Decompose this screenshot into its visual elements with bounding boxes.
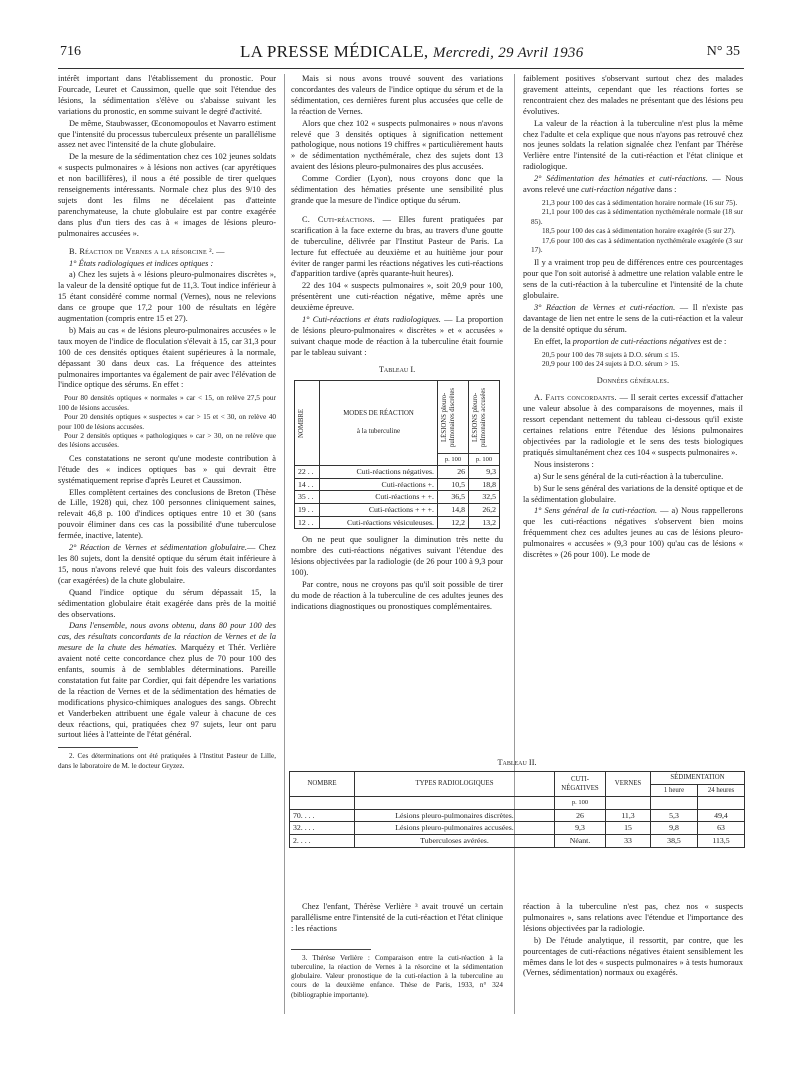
paragraph: 3° Réaction de Vernes et cuti-réaction. — Il n'existe pas davantage de lien net entre le sens de la cuti-réaction et la valeur de la densité optique du sérum. — [523, 303, 743, 334]
footnote-rule — [58, 747, 138, 748]
table-cell: 36,5 — [438, 491, 469, 504]
table-cell: 2. . . . — [290, 834, 355, 847]
table-cell: 49,4 — [698, 809, 745, 822]
table-cell: 9,8 — [651, 822, 698, 835]
paragraph: 1° Cuti-réactions et états radiologiques. — La proportion de lésions pleuro-pulmonaires « discrètes » et « accusées » suivant chaque mode de réaction à la tuberculine était fournie par le tableau suivant : — [291, 315, 503, 357]
list-item: 21,1 pour 100 des cas à sédimentation nycthémérale normale (18 sur 85). — [531, 207, 743, 226]
table-cell: Lésions pleuro-pulmonaires accusées. — [355, 822, 555, 835]
paragraph: 1° Sens général de la cuti-réaction. — a) Nous rappellerons que les cuti-réactions négatives s'observent bien moins fréquemment chez ces adultes jeunes au cas de lésions pleuro-pulmonaires « accusées » (9,3 pour 100) qu'au cas de lésions « discrètes » (26 pour 100). Le mode de — [523, 506, 743, 560]
table-row — [290, 809, 745, 822]
table-header: NOMBRE — [290, 772, 355, 797]
table-row — [290, 822, 745, 835]
list-item: 20,9 pour 100 des 24 sujets à D.O. sérum > 15. — [542, 359, 680, 369]
table-cell: 18,8 — [469, 478, 500, 491]
column-1 — [58, 74, 276, 1016]
table-2 — [289, 771, 745, 848]
paragraph: b) Mais au cas « de lésions pleuro-pulmonaires accusées » le taux moyen de l'indice de floculation s'élevait à 15, car 31,3 pour 100 de ces densités optiques étaient supérieures à la normale, dépassant 30 dans deux cas. La fréquence des atteintes pulmonaires importantes va également de pair avec l'élévation de l'indice optique des sérums. En effet : — [58, 325, 276, 390]
subsection-heading: 3° Réaction de Vernes et cuti-réaction. — [534, 303, 676, 313]
table-2-caption: Tableau II. — [497, 758, 537, 767]
paragraph: Chez l'enfant, Thérèse Verlière ³ avait trouvé un certain parallélisme entre l'intensité de la cuti-réaction et l'état clinique : les réactions — [291, 902, 503, 933]
table-cell: Cuti-réactions +. — [320, 478, 438, 491]
table-cell: 26 — [555, 809, 606, 822]
section-heading: Données générales. — [596, 376, 670, 386]
paragraph: De même, Staubwasser, Œconomopoulos et Navarro estiment que l'intensité du processus tuberculeux présente un parallélisme assez net avec l'intensité de la chute globulaire. — [58, 118, 276, 150]
list-item: 21,3 pour 100 des cas à sédimentation horaire normale (16 sur 75). — [542, 197, 738, 207]
table-cell: 12,2 — [438, 516, 469, 529]
table-cell — [698, 797, 745, 810]
table-row — [295, 478, 500, 491]
table-cell: 26 — [438, 466, 469, 479]
list-item: Pour 2 densités optiques « pathologiques » car > 30, on ne relève que des lésions accusées. — [58, 431, 276, 450]
paragraph: Dans l'ensemble, nous avons obtenu, dans 80 pour 100 des cas, des résultats concordants de la réaction de Vernes et de la mesure de la chute des hématies. Marquézy et Thér. Verlière avaient noté cette concordance chez plus de 70 pour 100 des enfants, soumis à de semblables déterminations. Pareille constatation fut faite par Cordier, qui fait dépendre les variations de la réaction de Vernes et de la sédimentation des hématies de modifications physico-chimiques analogues des sangs. Obrecht et Vanderbeken attribuent une égale valeur à chacune de ces deux réactions, qui, pratiquées chez 97 sujets, leur ont paru surtout liées à l'atteinte de l'état général. — [58, 621, 276, 740]
table-cell: 32,5 — [469, 491, 500, 504]
table-cell — [355, 797, 555, 810]
table-cell: p. 100 — [555, 797, 606, 810]
table-cell: 63 — [698, 822, 745, 835]
paragraph: réaction à la tuberculine n'est pas, chez nos « suspects pulmonaires », sans relations avec l'étendue et l'importance des lésions objectivées par la radiologie. — [523, 902, 743, 933]
table-header: MODES DE RÉACTION à la tuberculine — [320, 380, 438, 466]
table-row — [290, 834, 745, 847]
table-cell: 70. . . . — [290, 809, 355, 822]
table-row — [295, 491, 500, 504]
subsection-heading: 1° Sens général de la cuti-réaction. — [534, 506, 658, 516]
table-cell: 113,5 — [698, 834, 745, 847]
subsection-heading: 1° Cuti-réactions et états radiologiques. — [302, 315, 441, 325]
table-cell — [606, 797, 651, 810]
table-cell: 14,8 — [438, 503, 469, 516]
table-cell: Cuti-réactions négatives. — [320, 466, 438, 479]
paragraph: b) Sur le sens général des variations de la densité optique et de la sédimentation globulaire. — [523, 483, 743, 504]
table-cell: 38,5 — [651, 834, 698, 847]
section-heading: B. Réaction de Vernes a la résorcine ². — — [69, 246, 225, 256]
table-header: CUTI-NÉGATIVES — [555, 772, 606, 797]
table-cell: 12 . . — [295, 516, 320, 529]
column-separator — [514, 74, 515, 1014]
table-cell: 19 . . — [295, 503, 320, 516]
paragraph: Quand l'indice optique du sérum dépassait 15, la sédimentation globulaire était exagérée dans près de la moitié des observations. — [58, 587, 276, 619]
issue-date: Mercredi, 29 Avril 1936 — [433, 45, 584, 61]
table-cell: 11,3 — [606, 809, 651, 822]
list-item: Pour 20 densités optiques « suspectes » car > 15 et < 30, on relève 40 pour 100 de lésions accusées. — [58, 412, 276, 431]
table-cell — [651, 797, 698, 810]
list-item: 18,5 pour 100 des cas à sédimentation horaire exagérée (5 sur 27). — [542, 226, 736, 236]
paragraph: Mais si nous avons trouvé souvent des variations concordantes des valeurs de l'indice optique du sérum et de la sédimentation, ces dernières furent plus accusées que celle de la réaction de Vernes. — [291, 74, 503, 116]
column-3-bottom — [523, 902, 743, 1012]
table-cell: 9,3 — [555, 822, 606, 835]
paragraph: Elles complètent certaines des conclusions de Breton (Thèse de Lille, 1928) qui, chez 100 personnes cliniquement saines, relevait 46,8 p. 100 d'indices optiques entre 10 et 30 (sans pouvoir éliminer dans ces cas la possibilité d'une tuberculose fermée, inactive, latente). — [58, 487, 276, 541]
footnote-rule — [291, 949, 371, 950]
paragraph: faiblement positives s'observant surtout chez des malades gravement atteints, cependant que les réactions fortes se rencontraient chez des malades ne présentant que des lésions peu évolutives. — [523, 74, 743, 116]
subsection-heading: 2° Sédimentation des hématies et cuti-réactions. — [534, 174, 708, 184]
list-item: Pour 80 densités optiques « normales » car < 15, on relève 27,5 pour 100 de lésions accusées. — [58, 393, 276, 412]
list-item: 17,6 pour 100 des cas à sédimentation nycthémérale exagérée (3 sur 17). — [531, 235, 743, 254]
subsection-heading: 2° Réaction de Vernes et sédimentation globulaire. — [69, 543, 247, 553]
table-cell: 35 . . — [295, 491, 320, 504]
paragraph: Comme Cordier (Lyon), nous croyons donc que la sédimentation des hématies présente une sensibilité plus grande que la mesure de l'indice optique du sérum. — [291, 174, 503, 205]
column-3 — [523, 74, 743, 840]
issue-number: N° 35 — [706, 44, 740, 59]
table-cell: 5,3 — [651, 809, 698, 822]
table-header: LÉSIONS pleuro-pulmonaires accusées — [469, 380, 500, 453]
paragraph: En effet, la proportion de cuti-réactions négatives est de : — [534, 336, 727, 346]
header-rule — [58, 68, 744, 69]
footnote: 2. Ces déterminations ont été pratiquées à l'Institut Pasteur de Lille, dans le laboratoire de M. le docteur Gryzez. — [58, 752, 276, 770]
paragraph: b) De l'étude analytique, il ressortit, par contre, que les pourcentages de cuti-réactions négatives étaient sensiblement les mêmes dans le lot des « suspects pulmonaires » à tests humoraux (Vernes, sédimentation) normaux ou exagérés. — [523, 935, 743, 978]
table-row — [295, 503, 500, 516]
table-1-caption: Tableau I. — [378, 364, 416, 374]
table-cell: 15 — [606, 822, 651, 835]
table-cell: Lésions pleuro-pulmonaires discrètes. — [355, 809, 555, 822]
journal-title: LA PRESSE MÉDICALE, Mercredi, 29 Avril 1936 — [240, 42, 584, 61]
table-cell: 26,2 — [469, 503, 500, 516]
table-row — [295, 466, 500, 479]
list-item: 20,5 pour 100 des 78 sujets à D.O. sérum ≤ 15. — [542, 349, 680, 359]
table-cell: Cuti-réactions + +. — [320, 491, 438, 504]
table-unit: p. 100 — [469, 453, 500, 466]
paragraph: a) Sur le sens général de la cuti-réaction à la tuberculine. — [534, 471, 724, 481]
sedimentation-list — [531, 198, 743, 254]
paragraph: Nous insisterons : — [534, 459, 594, 469]
table-cell: 22 . . — [295, 466, 320, 479]
table-header: NOMBRE — [295, 380, 320, 466]
column-2 — [291, 74, 503, 740]
table-1 — [294, 380, 500, 530]
table-header: TYPES RADIOLOGIQUES — [355, 772, 555, 797]
table-unit: p. 100 — [438, 453, 469, 466]
paragraph: a) Chez les sujets à « lésions pleuro-pulmonaires discrètes », la valeur de la densité optique fut de 11,3. Tout indice inférieur à 15 étant considéré comme normal (Vernes), nous ne relevions dans ce groupe que 17,2 pour 100 de résultats en légère augmentation (compris entre 15 et 27). — [58, 270, 276, 324]
paragraph: Alors que chez 102 « suspects pulmonaires » nous n'avons relevé que 3 densités optiques à signification nettement pathologique, nous notions 19 chiffres « particulièrement hauts » de sédimentation nycthémérale, chez des sujets dont 13 avaient des lésions pleuro-pulmonaires des plus accusées. — [291, 118, 503, 172]
table-cell: Néant. — [555, 834, 606, 847]
table-cell: Cuti-réactions + + +. — [320, 503, 438, 516]
page-number: 716 — [60, 44, 81, 59]
paragraph: 2° Sédimentation des hématies et cuti-réactions. — Nous avons relevé une cuti-réaction négative dans : — [523, 174, 743, 195]
paragraph: 2° Réaction de Vernes et sédimentation globulaire.— Chez les 80 sujets, dont la densité optique du sérum était inférieure à 15, nous n'avons relevé que huit fois des valeurs discordantes (car exagérées) de la chute globulaire. — [58, 543, 276, 585]
table-header: 1 heure — [651, 784, 698, 797]
section-heading: C. Cuti-réactions. — Elles furent pratiquées par scarification à la face externe du bras, au travers d'une goutte de tuberculine, délivrée par l'Institut Pasteur de Paris. La lecture fut effectuée au deuxième et au huitième jour pour éviter de ranger parmi les réactions négatives les cuti-réactions d'apparition tardive (après quarante-huit heures). — [291, 214, 503, 279]
paragraph: 22 des 104 « suspects pulmonaires », soit 20,9 pour 100, présentèrent une cuti-réaction négative, même après une deuxième épreuve. — [291, 281, 503, 313]
table-header: SÉDIMENTATION — [651, 772, 745, 785]
table-cell: 13,2 — [469, 516, 500, 529]
table-cell: 33 — [606, 834, 651, 847]
table-row — [290, 797, 745, 810]
page-header — [60, 44, 740, 64]
column-separator — [284, 74, 285, 1014]
table-2-block — [289, 752, 745, 848]
paragraph: Ces constatations ne seront qu'une modeste contribution à l'étude des « indices optiques bas » qui devrait être systématiquement reprise d'après Leuret et Caussimon. — [58, 453, 276, 485]
paragraph: Par contre, nous ne croyons pas qu'il soit possible de tirer du mode de réaction à la tuberculine de ces adultes jeunes des indications diagnostiques ou pronostiques complémentaires. — [291, 579, 503, 611]
table-cell: 9,3 — [469, 466, 500, 479]
table-header: 24 heures — [698, 784, 745, 797]
table-header: LÉSIONS pleuro-pulmonaires discrètes — [438, 380, 469, 453]
table-cell: 10,5 — [438, 478, 469, 491]
paragraph: Il y a vraiment trop peu de différences entre ces pourcentages pour que l'on soit autorisé à admettre une relation valable entre le sens de la cuti-réaction à la tuberculine et l'intensité de la chute globulaire. — [523, 258, 743, 301]
table-cell: Cuti-réactions vésiculeuses. — [320, 516, 438, 529]
table-cell — [290, 797, 355, 810]
subsection-heading: 1° États radiologiques et indices optiques : — [69, 258, 214, 268]
footnote: 3. Thérèse Verlière : Comparaison entre la cuti-réaction à la tuberculine, la réaction de Vernes à la résorcine et la sédimentation globulaire. Valeur pronostique de la cuti-réaction à la tuberculine au cours de la deuxième enfance. Thèse de Paris, 1933, n° 324 (bibliographie importante). — [291, 953, 503, 999]
paragraph: intérêt important dans l'établissement du pronostic. Pour Fourcade, Leuret et Caussimon, quelle que soit l'étendue des lésions, la sédimentation s'élève ou s'abaisse suivant les variations du pronostic, en somme suivant le degré d'activité. — [58, 74, 276, 116]
table-cell: Tuberculoses avérées. — [355, 834, 555, 847]
paragraph: On ne peut que souligner la diminution très nette du nombre des cuti-réactions négatives suivant l'étendue des lésions objectivées par la radiologie (de 26 pour 100 à 9,3 pour 100). — [291, 535, 503, 577]
paragraph: De la mesure de la sédimentation chez ces 102 jeunes soldats « suspects pulmonaires » à lésions non actives (car apyrétiques et non bacillifères), il nous a été possible de tirer quelques renseignements intéressants. Normale chez plus des 9/10 des sujets dont les films ne décelaient pas d'atteinte parenchymateuse, la chute globulaire est par contre exagérée dans plus d'un tiers des cas à « images de lésions pleuro-pulmonaires accusées ». — [58, 152, 276, 238]
table-cell: 32. . . . — [290, 822, 355, 835]
paragraph: La valeur de la réaction à la tuberculine n'est plus la même chez l'adulte et cela explique que nous n'ayons pas retrouvé chez nos jeunes soldats la relation signalée chez l'enfant par Thérèse Verlière entre l'intensité de la cuti-réaction et l'état clinique et radiologique. — [523, 118, 743, 172]
table-row — [295, 516, 500, 529]
vernes-list — [531, 350, 743, 369]
column-2-bottom — [291, 902, 503, 1052]
optical-density-list — [58, 393, 276, 449]
table-cell: 14 . . — [295, 478, 320, 491]
paragraph: A. Faits concordants. — Il serait certes excessif d'attacher une valeur absolue à des comparaisons de moyennes, mais il ressort cependant nettement du tableau ci-dessous qu'il existe certaines relations entre l'étendue des lésions pulmonaires objectivées par la radiologie et le sens des tests biologiques pratiqués simultanément chez ces 104 « suspects pulmonaires ». — [523, 393, 743, 457]
table-header: VERNES — [606, 772, 651, 797]
